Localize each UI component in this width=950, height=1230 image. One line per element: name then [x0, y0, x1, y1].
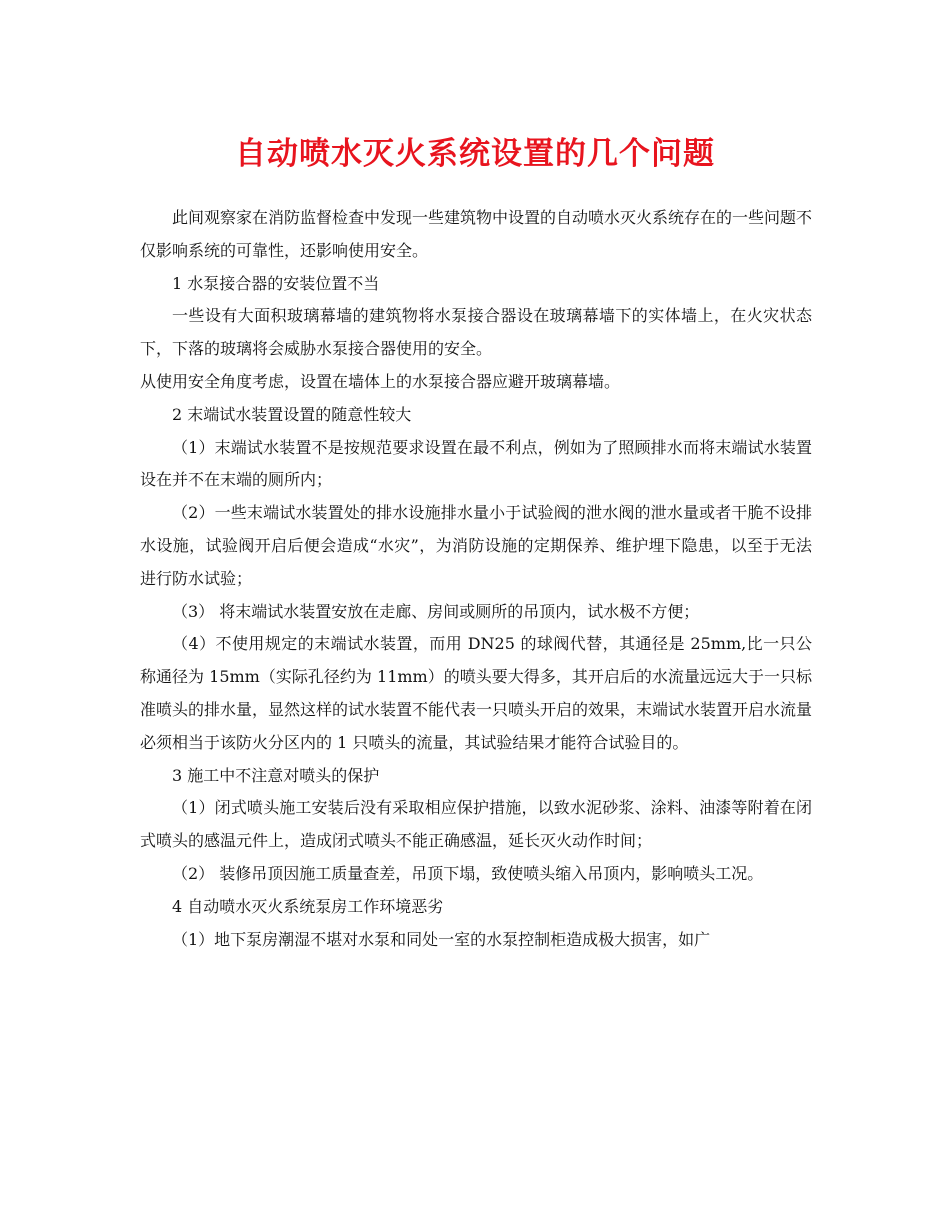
paragraph: 一些设有大面积玻璃幕墙的建筑物将水泵接合器设在玻璃幕墙下的实体墙上，在火灾状态下，下落的玻璃将会威胁水泵接合器使用的安全。 — [140, 306, 812, 359]
paragraph-intro: 此间观察家在消防监督检查中发现一些建筑物中设置的自动喷水灭火系统存在的一些问题不仅影响系统的可靠性，还影响使用安全。 — [140, 208, 813, 260]
document-body — [140, 202, 812, 956]
paragraph: （1）末端试水装置不是按规范要求设置在最不利点，例如为了照顾排水而将末端试水装置设在并不在末端的厕所内； — [140, 437, 812, 490]
paragraph: 从使用安全角度考虑，设置在墙体上的水泵接合器应避开玻璃幕墙。 — [140, 371, 621, 391]
section-heading-2: 2 末端试水装置设置的随意性较大 — [172, 404, 412, 424]
document-title: 自动喷水灭火系统设置的几个问题 — [235, 136, 715, 172]
section-heading-1: 1 水泵接合器的安装位置不当 — [172, 273, 380, 293]
paragraph: （1）地下泵房潮湿不堪对水泵和同处一室的水泵控制柜造成极大损害，如广 — [172, 929, 711, 949]
paragraph: （2） 装修吊顶因施工质量查差，吊顶下塌，致使喷头缩入吊顶内，影响喷头工况。 — [172, 863, 764, 883]
section-heading-3: 3 施工中不注意对喷头的保护 — [172, 765, 380, 785]
paragraph: （3） 将末端试水装置安放在走廊、房间或厕所的吊顶内，试水极不方便； — [172, 601, 700, 621]
paragraph: （4）不使用规定的末端试水装置，而用 DN25 的球阀代替，其通径是 25mm,比一只公称通径为 15mm（实际孔径约为 11mm）的喷头要大得多，其开启后的水流量远远大于一只标准喷头的排水量，显然这样的试水装置不能代表一只喷头开启的效果，末端试水装置开启水流量必须相当于该防火分区内的 1 只喷头的流量，其试验结果才能符合试验目的。 — [140, 634, 813, 752]
paragraph: （2）一些末端试水装置处的排水设施排水量小于试验阀的泄水阀的泄水量或者干脆不设排水设施，试验阀开启后便会造成“水灾”，为消防设施的定期保养、维护埋下隐患，以至于无法进行防水试验； — [140, 503, 812, 588]
paragraph: （1）闭式喷头施工安装后没有采取相应保护措施，以致水泥砂浆、涂料、油漆等附着在闭式喷头的感温元件上，造成闭式喷头不能正确感温，延长灭火动作时间； — [140, 798, 812, 851]
section-heading-4: 4 自动喷水灭火系统泵房工作环境恶劣 — [172, 896, 444, 916]
